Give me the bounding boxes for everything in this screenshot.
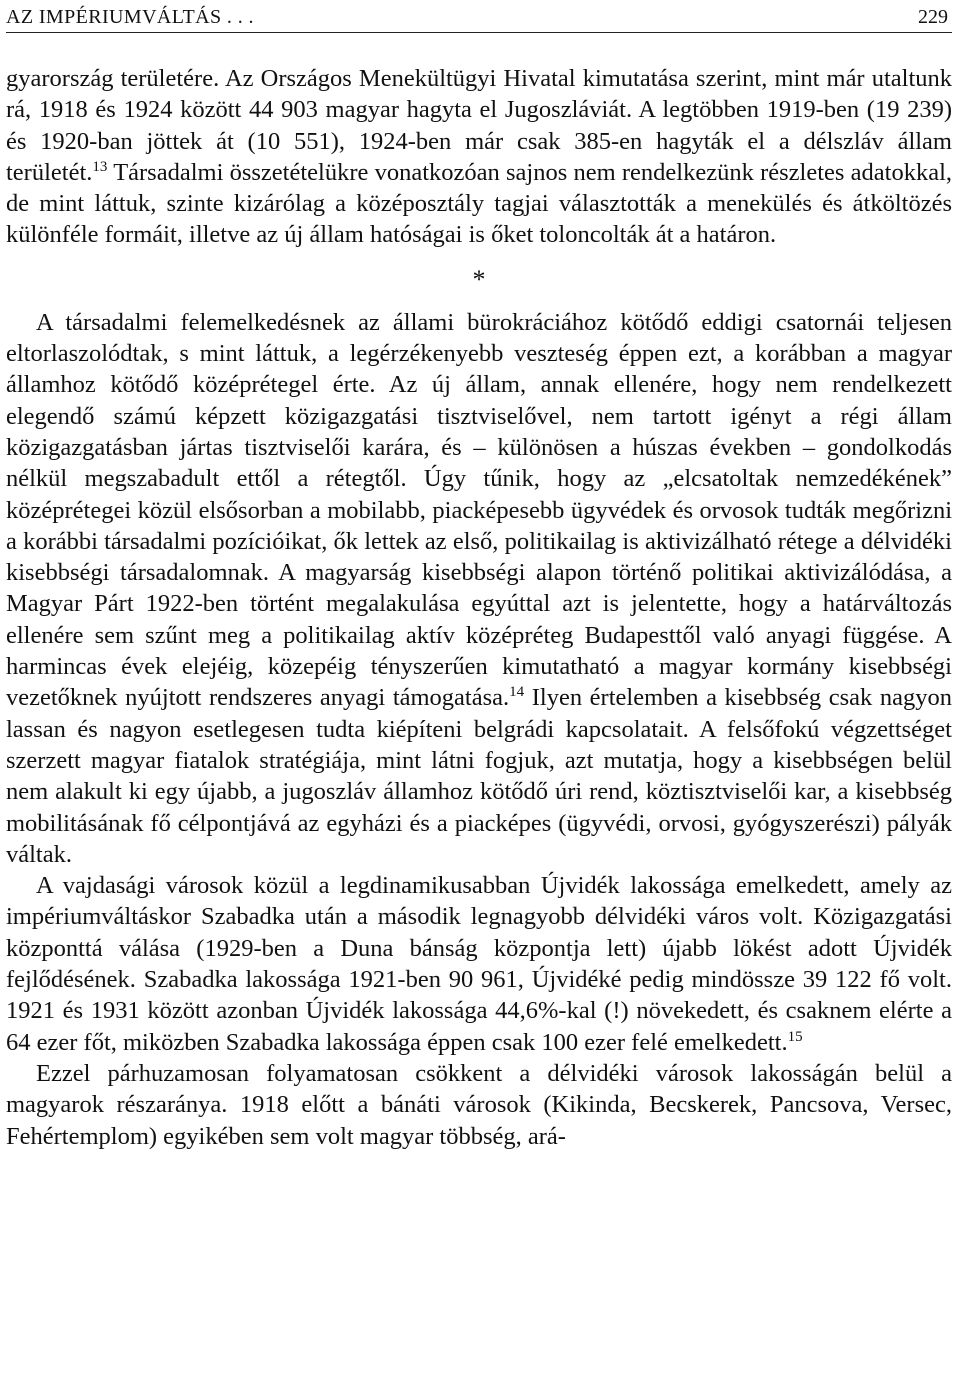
page-number: 229 [918, 6, 948, 28]
paragraph-text: Ilyen értelemben a kisebbség csak nagyon lassan és nagyon esetlegesen tudta kiépíteni belgrádi kapcsolatait. A felsőfokú végzettséget szerzett magyar fiatalok stratégiája, mint látni fogjuk, azt mutatja, hogy a kisebbségen belül nem alakult ki egy újabb, a jugoszláv államhoz kötődő úri rend, köztisztviselői kar, a kisebbség mobilitásának fő célpontjává az egyházi és a piacképes (ügyvédi, orvosi, gyógyszerészi) pályák váltak. [6, 684, 953, 868]
footnote-marker: 13 [92, 158, 108, 175]
body-text [6, 63, 952, 1152]
paragraph-text: Ezzel párhuzamosan folyamatosan csökkent a délvidéki városok lakosságán belül a magyarok részaránya. 1918 előtt a bánáti városok (Kikinda, Becskerek, Pancsova, Versec, Fehértemplom) egyikében sem volt magyar többség, ará- [6, 1059, 952, 1150]
paragraph-hungarian-share [6, 1058, 952, 1152]
paragraph-text: A vajdasági városok közül a legdinamikusabban Újvidék lakossága emelkedett, amely az impériumváltáskor Szabadka után a második legnagyobb délvidéki város volt. Közigazgatási központtá válása (1929-ben a Duna bánság központja lett) újabb lökést adott Újvidék fejlődésének. Szabadka lakossága 1921-ben 90 961, Újvidéké pedig mindössze 39 122 fő volt. 1921 és 1931 között azonban Újvidék lakossága 44,6%-kal (!) növekedett, és csaknem elérte a 64 ezer főt, miközben Szabadka lakossága éppen csak 100 ezer felé emelkedett. [6, 872, 952, 1056]
paragraph-text: A társadalmi felemelkedésnek az állami bürokráciához kötődő eddigi csatornái teljesen eltorlaszolódtak, s mint láttuk, a legérzékenyebb veszteség éppen ezt, a korábban a magyar államhoz kötődő középrétegel érte. Az új állam, annak ellenére, hogy nem rendelkezett elegendő számú képzett közigazgatási tisztviselővel, nem tartott igényt a régi állam közigazgatásban jártas tisztviselői karára, és – különösen a húszas években – gondolkodás nélkül megszabadult ettől a rétegtől. Úgy tűnik, hogy az „elcsatoltak nemzedékének” középrétegei közül elsősorban a mobilabb, piacképesebb ügyvédek és orvosok tudták megőrizni a korábbi társadalmi pozícióikat, ők lettek az első, politikailag is aktivizálható rétege a délvidéki kisebbségi társadalomnak. A magyarság kisebbségi alapon történő politikai aktivizálódása, a Magyar Párt 1922-ben történt megalakulása egyúttal azt is jelentette, hogy a határváltozás ellenére sem szűnt meg a politikailag aktív középréteg Budapesttől való anyagi függése. A harmincas évek elejéig, közepéig tényszerűen kimutatható a magyar kormány kisebbségi vezetőknek nyújtott rendszeres anyagi támogatása. [6, 308, 952, 712]
footnote-marker: 14 [509, 684, 525, 701]
section-break-asterisk: * [472, 264, 486, 294]
paragraph-social-mobility [6, 307, 952, 870]
paragraph-text: Társadalmi összetételükre vonatkozóan sajnos nem rendelkezünk részletes adatokkal, de mint láttuk, szinte kizárólag a középosztály tagjai választották a menekülés és átköltözés különféle formáit, illetve az új állam hatóságai is őket toloncolták át a határon. [6, 158, 953, 249]
paragraph-refugees [6, 63, 952, 251]
paragraph-text: gyarország területére. Az Országos Menekültügyi Hivatal kimutatása szerint, mint már utaltunk rá, 1918 és 1924 között 44 903 magyar hagyta el Jugoszláviát. A legtöbben 1919-ben (19 239) és 1920-ban jöttek át (10 551), 1924-ben már csak 385-en hagyták el a délszláv állam területét. [6, 65, 952, 186]
running-title: AZ IMPÉRIUMVÁLTÁS . . . [6, 6, 254, 28]
paragraph-vojvodina-towns [6, 870, 952, 1058]
footnote-marker: 15 [787, 1028, 803, 1045]
running-header [6, 2, 952, 33]
